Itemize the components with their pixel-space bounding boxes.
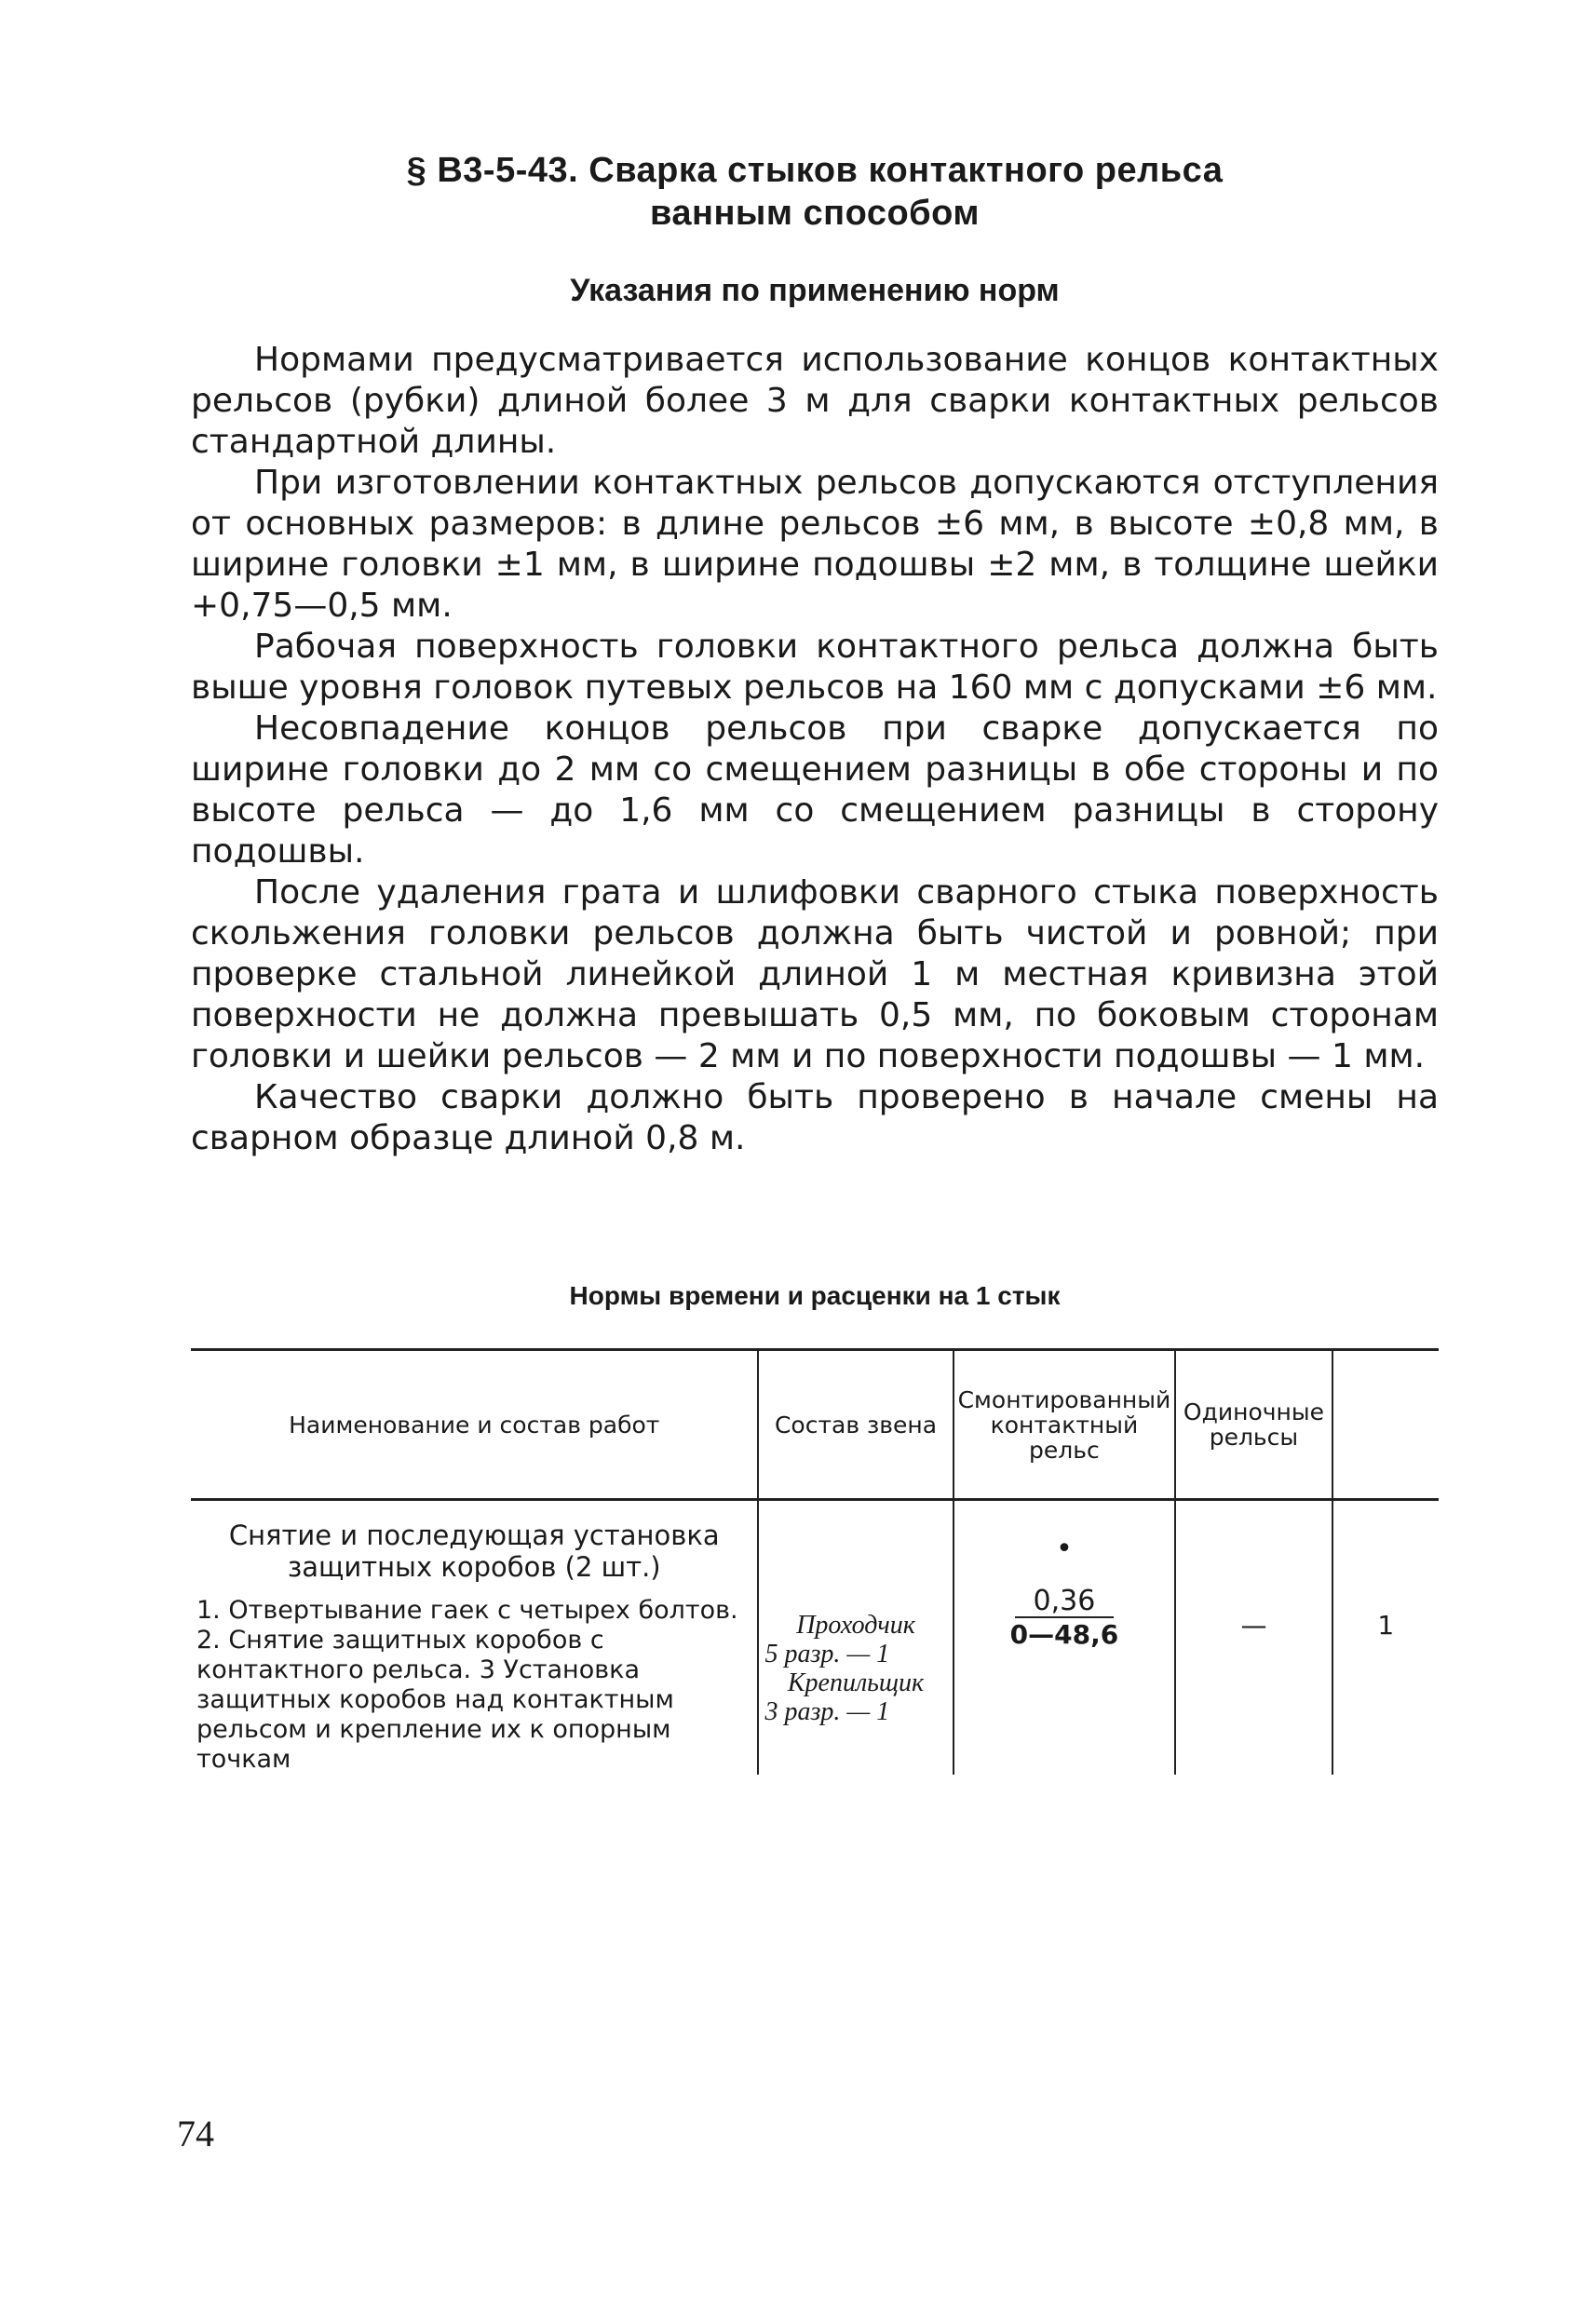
cell-team	[758, 1500, 953, 1776]
paragraph: Нормами предусматривается использование концов контактных рельсов (рубки) длиной более 3 м для сварки контактных рельсов стандартной длины.	[191, 341, 1439, 461]
paragraph: Рабочая поверхность головки контактного рельса должна быть выше уровня головок путевых рельсов на 160 мм с допусками ±6 мм.	[191, 628, 1439, 707]
norms-table	[191, 1348, 1439, 1775]
header-work-name: Наименование и состав работ	[191, 1350, 758, 1500]
paragraph: Несовпадение концов рельсов при сварке допускается по ширине головки до 2 мм со смещением разницы в обе стороны и по высоте рельса — до 1,6 мм со смещением разницы в сторону подошвы.	[191, 709, 1439, 871]
mark-dot: •	[1056, 1533, 1073, 1565]
cell-number: 1	[1332, 1500, 1439, 1776]
cell-work-description	[191, 1500, 758, 1776]
page-number: 74	[177, 2113, 214, 2155]
header-mounted-rail: Смонтированный контактный рельс	[954, 1350, 1176, 1500]
section-title	[191, 149, 1439, 235]
paragraph: Качество сварки должно быть проверено в начале смены на сварном образце длиной 0,8 м.	[191, 1078, 1439, 1157]
team-line: 5 разр. — 1	[764, 1640, 890, 1668]
team-line: Крепильщик	[787, 1668, 925, 1697]
header-number	[1332, 1350, 1439, 1500]
rate: 0—48,6	[1009, 1619, 1119, 1650]
operation-title: Снятие и последующая установка защитных коробов (2 шт.)	[228, 1520, 720, 1583]
table-header-row	[191, 1350, 1439, 1500]
section-title-line-1: § В3-5-43. Сварка стыков контактного рельса	[406, 151, 1224, 190]
paragraph: При изготовлении контактных рельсов допускаются отступления от основных размеров: в длине рельсов ±6 мм, в высоте ±0,8 мм, в ширине головки ±1 мм, в ширине подошвы ±2 мм, в толщине шейки +0,75—0,5 мм.	[191, 464, 1439, 625]
header-team: Состав звена	[758, 1350, 953, 1500]
time-norm: 0,36	[1015, 1587, 1115, 1618]
section-subtitle: Указания по применению норм	[570, 273, 1060, 308]
table-row	[191, 1500, 1439, 1776]
cell-mounted-rail	[954, 1500, 1176, 1776]
section-title-line-2: ванным способом	[650, 194, 980, 233]
cell-single-rails: —	[1175, 1500, 1332, 1776]
operation-steps: 1. Отвертывание гаек с четырех болтов. 2. Снятие защитных коробов с контактного рельса. 3 Установка защитных коробов над контактным рельсом и крепление их к опорным точкам	[196, 1596, 738, 1774]
paragraph: После удаления грата и шлифовки сварного стыка поверхность скольжения головки рельсов должна быть чистой и ровной; при проверке стальной линейкой длиной 1 м местная кривизна этой поверхности не должна превышать 0,5 мм, по боковым сторонам головки и шейки рельсов — 2 мм и по поверхности подошвы — 1 мм.	[191, 873, 1439, 1075]
team-line: 3 разр. — 1	[764, 1697, 890, 1726]
body-text	[191, 340, 1439, 1159]
table-caption: Нормы времени и расценки на 1 стык	[569, 1281, 1061, 1310]
team-line: Проходчик	[796, 1611, 915, 1640]
header-single-rails: Одиночные рельсы	[1175, 1350, 1332, 1500]
